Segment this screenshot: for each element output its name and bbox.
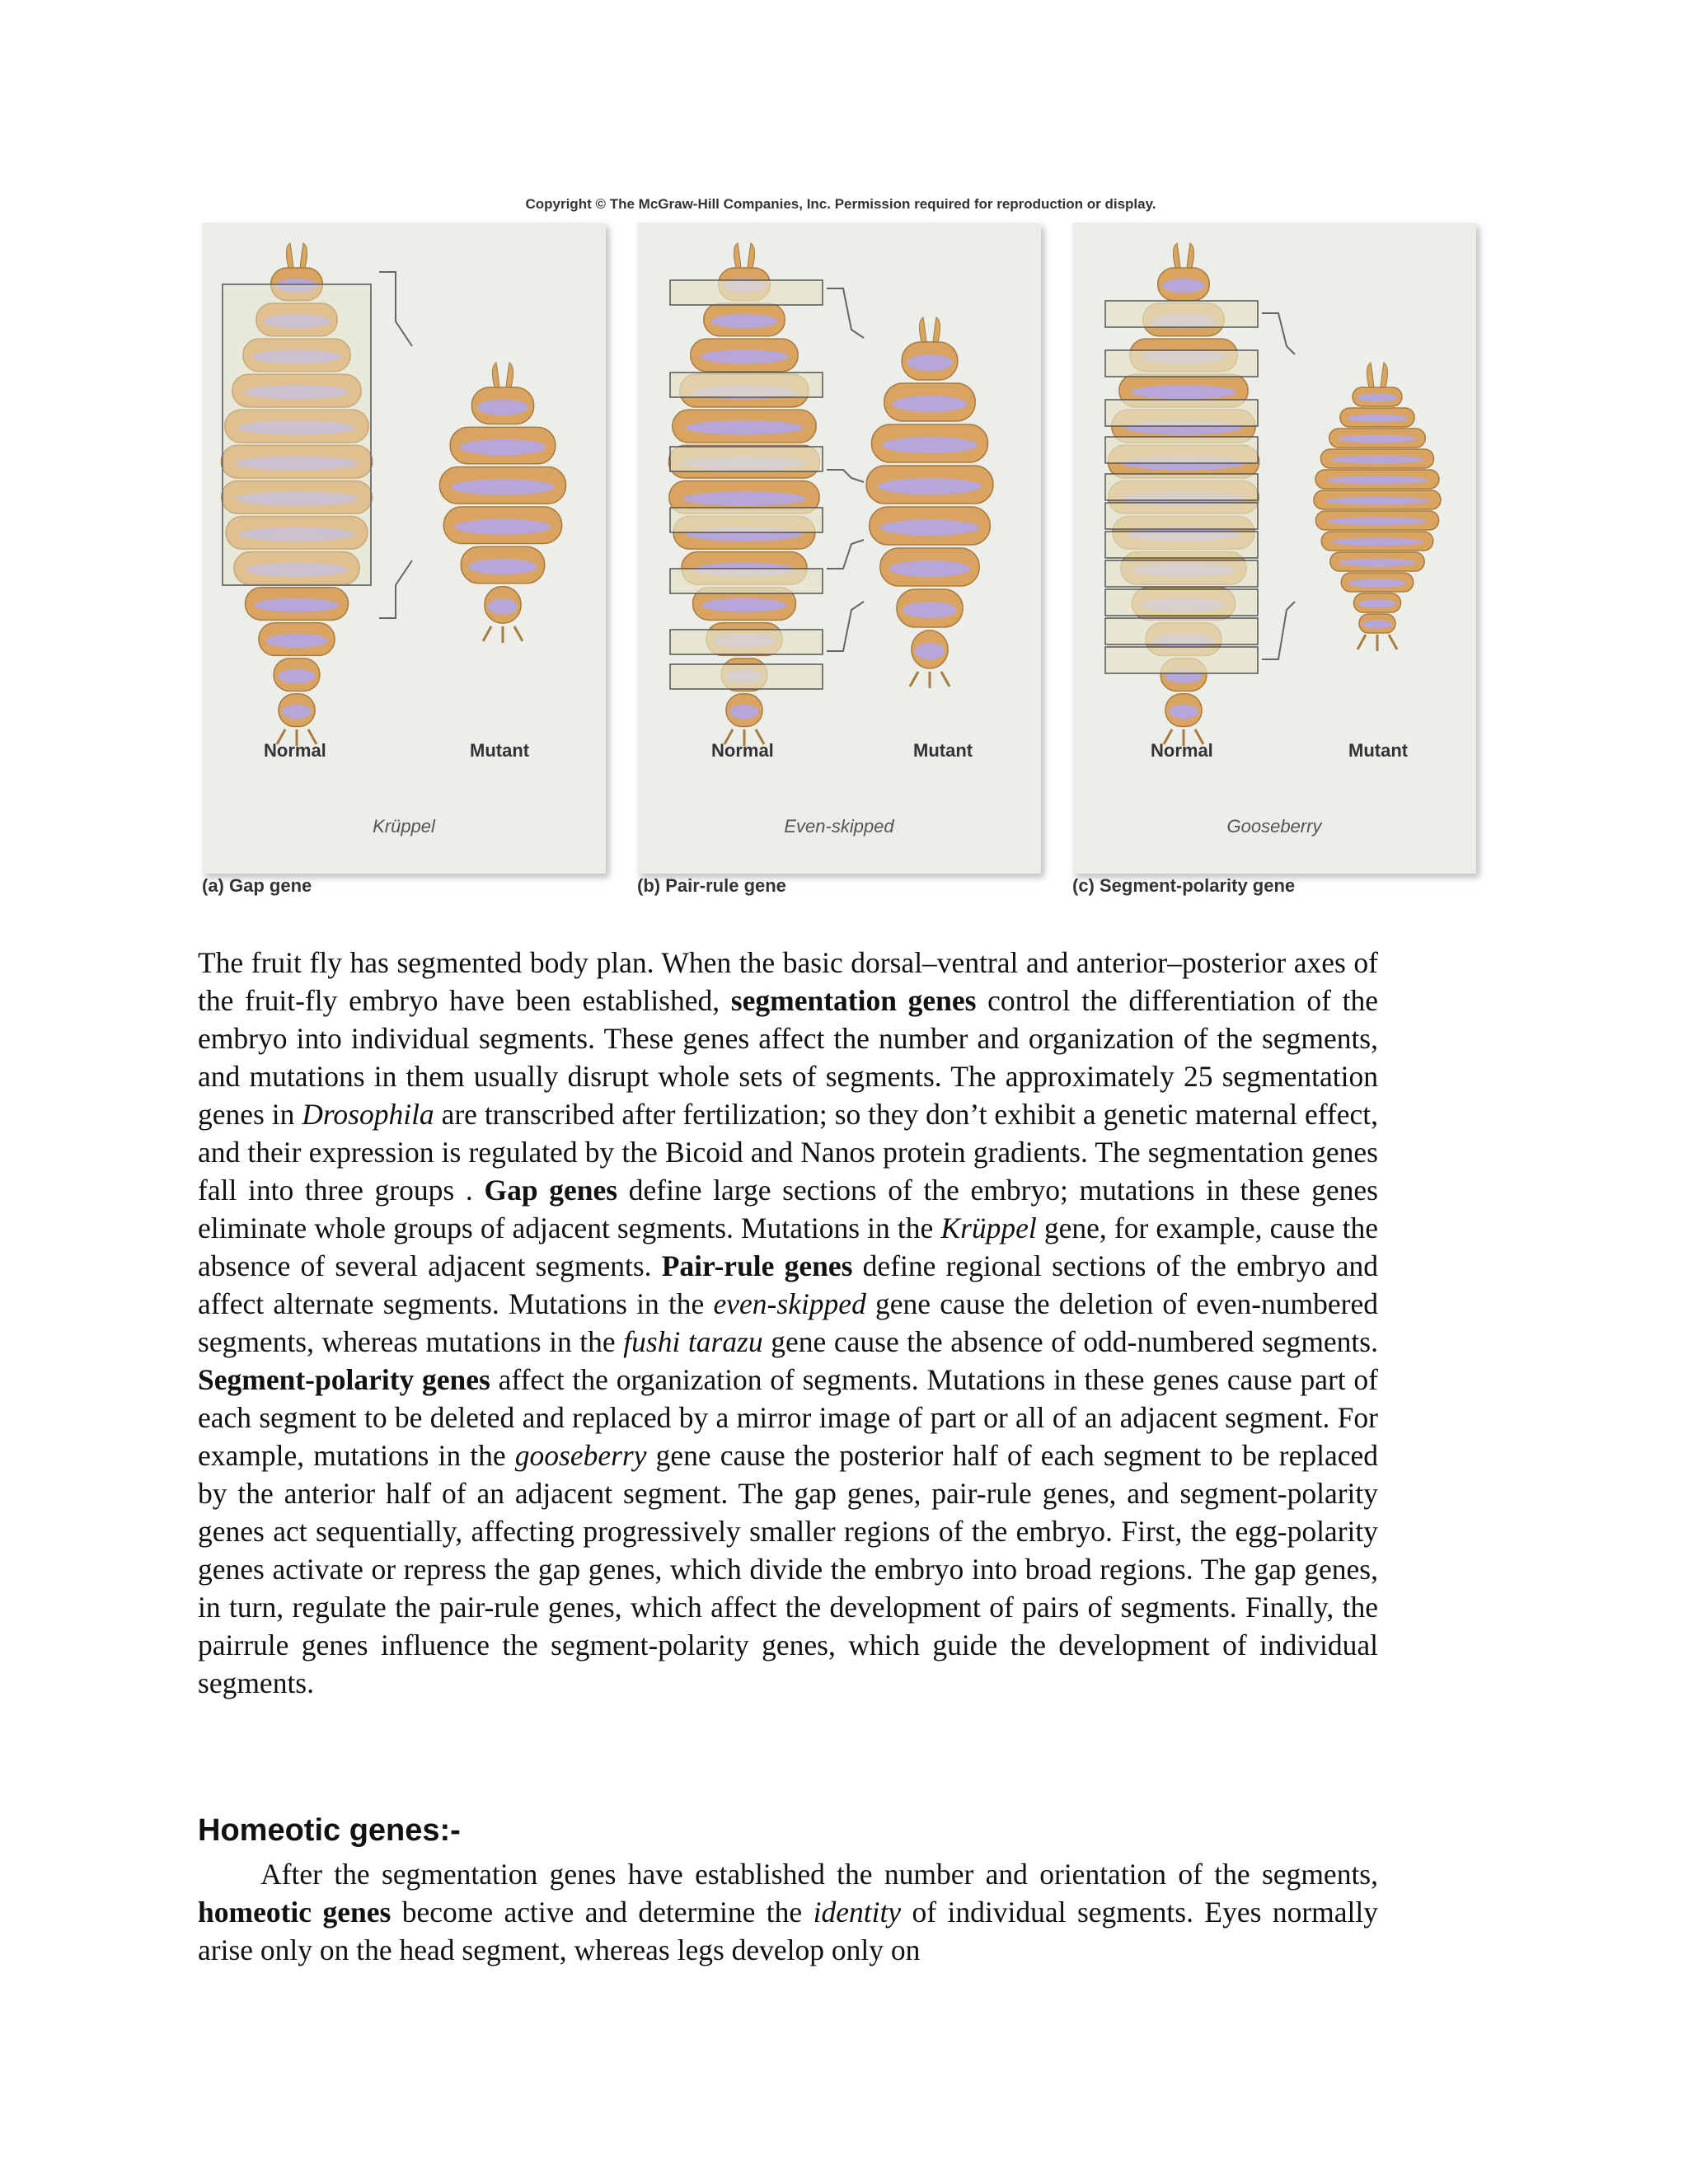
antenna	[1173, 243, 1180, 268]
bracket-line	[827, 540, 864, 569]
panel-gap-gene	[202, 223, 606, 874]
segment-band	[682, 491, 805, 505]
segment-band	[488, 598, 518, 614]
antenna	[748, 243, 755, 268]
text-run: define regional sections of the embryo and affect alternate segments. Mutations in the	[198, 1249, 1378, 1320]
segment-band	[915, 643, 945, 659]
segment-band	[880, 519, 979, 536]
panel-pair-rule-gene	[637, 223, 1041, 874]
caption-a: (a) Gap gene	[202, 875, 312, 896]
segment-band	[1362, 621, 1392, 629]
antenna	[933, 317, 940, 342]
highlight-band	[1105, 589, 1258, 616]
gap-gene-illustration	[202, 223, 606, 874]
segment-polarity-gene-illustration	[1072, 223, 1476, 874]
segment-band	[1325, 497, 1429, 505]
segment-band	[882, 437, 978, 453]
bold-term: Segment-polarity genes	[198, 1363, 490, 1396]
segment-band	[1347, 415, 1408, 423]
mutant-larva-a	[439, 363, 565, 643]
antenna	[919, 317, 926, 342]
highlight-band	[1105, 301, 1258, 327]
body-paragraph	[198, 944, 1378, 1702]
segment-band	[460, 439, 546, 455]
highlight-band	[1105, 503, 1258, 529]
highlight-band	[670, 569, 823, 593]
highlight-band	[1105, 647, 1258, 673]
normal-label: Normal	[711, 740, 774, 761]
pair-rule-gene-illustration	[637, 223, 1041, 874]
segment-band	[878, 478, 982, 494]
antenna	[1381, 363, 1388, 387]
panel-segment-polarity-gene	[1072, 223, 1476, 874]
highlight-band	[670, 630, 823, 654]
segment-band	[889, 560, 971, 577]
text-run: After the segmentation genes have established the number and orientation of the segments,	[260, 1858, 1378, 1891]
segment-band	[278, 669, 316, 683]
segment-band	[1131, 385, 1236, 399]
highlight-box	[223, 284, 371, 585]
segment-band	[1331, 456, 1423, 464]
text-run: gene cause the posterior half of each segment to be replaced by the anterior half of an adjacent segment. The gap genes, pair-rule genes, and segment-polarity genes act sequentially, affecting progressively smaller regions of the embryo. First, the egg-polarity genes activate or repress the gap genes, which divide the embryo into broad regions. The gap genes, in turn, regulate the pair-rule genes, which affect the development of pairs of segments. Finally, the pairrule genes influence the segment-polarity genes, which guide the development of individual segments.	[198, 1439, 1378, 1699]
text-run: affect the organization of segments. Mutations in these genes cause part of each segment to be deleted and replaced by a mirror image of part or all of an adjacent segment. For example, mutations in the	[198, 1363, 1378, 1472]
segment-band	[1327, 518, 1428, 526]
italic-term: Drosophila	[302, 1098, 434, 1131]
segment-band	[451, 479, 555, 494]
bracket-line	[827, 288, 864, 338]
segment-band	[1331, 538, 1423, 546]
bracket-line	[379, 560, 412, 618]
highlight-band	[670, 280, 823, 305]
normal-label: Normal	[1151, 740, 1213, 761]
segment-band	[711, 314, 778, 328]
bracket-line	[1262, 602, 1295, 659]
caption-b: (b) Pair-rule gene	[637, 875, 786, 896]
italic-term: identity	[813, 1896, 902, 1929]
segment-band	[1357, 394, 1397, 402]
segment-band	[265, 634, 327, 648]
antenna	[1367, 363, 1374, 387]
segment-band	[893, 396, 968, 412]
section-heading: Homeotic genes:-	[198, 1813, 461, 1848]
copyright-notice: Copyright © The McGraw-Hill Companies, Inc. Permission required for reproduction or display.	[525, 196, 1156, 212]
text-run: become active and determine the	[391, 1896, 814, 1929]
tail-spines	[910, 672, 950, 688]
highlight-band	[1105, 437, 1258, 463]
segment-band	[701, 349, 789, 363]
segment-band	[255, 598, 339, 612]
segment-band	[477, 400, 528, 415]
bold-term: homeotic genes	[198, 1896, 392, 1929]
highlight-band	[1105, 560, 1258, 587]
segment-band	[1327, 476, 1428, 485]
highlight-band	[670, 373, 823, 397]
bold-term: Gap genes	[484, 1174, 618, 1207]
highlight-band	[1105, 400, 1258, 426]
segment-band	[1338, 435, 1417, 443]
mutant-label: Mutant	[470, 740, 530, 761]
segment-band	[454, 519, 551, 535]
body-paragraph-homeotic	[198, 1855, 1378, 1969]
gene-name: Gooseberry	[1226, 816, 1322, 837]
italic-term: fushi tarazu	[623, 1325, 763, 1358]
mutant-label: Mutant	[913, 740, 973, 761]
highlight-band	[1105, 618, 1258, 644]
highlight-band	[670, 664, 823, 689]
antenna	[300, 243, 307, 268]
tail-spines	[1357, 635, 1397, 651]
text-run: gene, for example, cause the absence of several adjacent segments.	[198, 1212, 1378, 1282]
segment-band	[907, 354, 952, 371]
mutant-label: Mutant	[1348, 740, 1409, 761]
bracket-line	[1262, 313, 1295, 354]
bold-term: Pair-rule genes	[661, 1249, 853, 1282]
tail-spines	[483, 626, 523, 643]
segment-band	[1169, 705, 1198, 719]
segment-band	[1348, 579, 1407, 588]
gene-name: Even-skipped	[784, 816, 894, 837]
segment-band	[1358, 600, 1397, 608]
antenna	[286, 243, 293, 268]
segment-band	[702, 598, 786, 612]
segment-band	[729, 705, 759, 719]
text-run: of individual segments. Eyes normally arise only on the head segment, whereas legs develop only on	[198, 1896, 1378, 1966]
text-run: The fruit fly has segmented body plan. When the basic dorsal–ventral and anterior–posterior axes of the fruit-fly embryo have been established,	[198, 946, 1378, 1017]
antenna	[734, 243, 741, 268]
mutant-larva-c	[1314, 363, 1441, 651]
text-run: gene cause the absence of odd-numbered segments.	[762, 1325, 1378, 1358]
segment-band	[1162, 279, 1204, 293]
highlight-band	[670, 508, 823, 532]
text-run: control the differentiation of the embryo into individual segments. These genes affect the number and organization of the segments, and mutations in them usually disrupt whole sets of segments. The approximately 25 segmentation genes in	[198, 984, 1379, 1131]
highlight-band	[1105, 532, 1258, 558]
text-run: are transcribed after fertilization; so they don’t exhibit a genetic maternal effect, and their expression is regulated by the Bicoid and Nanos protein gradients. The segmentation genes fall into three groups .	[198, 1098, 1378, 1207]
italic-term: even-skipped	[713, 1287, 866, 1320]
bracket-line	[379, 272, 412, 346]
segment-band	[686, 420, 804, 434]
italic-term: Krüppel	[940, 1212, 1037, 1244]
text-run: define large sections of the embryo; mutations in these genes eliminate whole groups of adjacent segments. Mutations in the	[198, 1174, 1378, 1244]
text-run: gene cause the deletion of even-numbered segments, whereas mutations in the	[198, 1287, 1378, 1358]
paragraph-segmentation	[198, 944, 1378, 1702]
gene-name: Krüppel	[373, 816, 435, 837]
segment-band	[1339, 559, 1416, 567]
antenna	[1187, 243, 1194, 268]
highlight-band	[1105, 350, 1258, 377]
mutant-larva-b	[866, 317, 993, 688]
bracket-line	[827, 470, 864, 482]
antenna	[492, 363, 499, 387]
normal-label: Normal	[264, 740, 326, 761]
segment-band	[903, 602, 957, 618]
highlight-band	[670, 447, 823, 471]
italic-term: gooseberry	[514, 1439, 647, 1472]
antenna	[506, 363, 513, 387]
figure	[198, 190, 1484, 907]
bold-term: segmentation genes	[730, 984, 977, 1017]
segment-band	[282, 705, 312, 719]
caption-c: (c) Segment-polarity gene	[1072, 875, 1296, 896]
highlight-band	[1105, 474, 1258, 500]
bracket-line	[827, 602, 864, 651]
segment-band	[468, 559, 537, 574]
